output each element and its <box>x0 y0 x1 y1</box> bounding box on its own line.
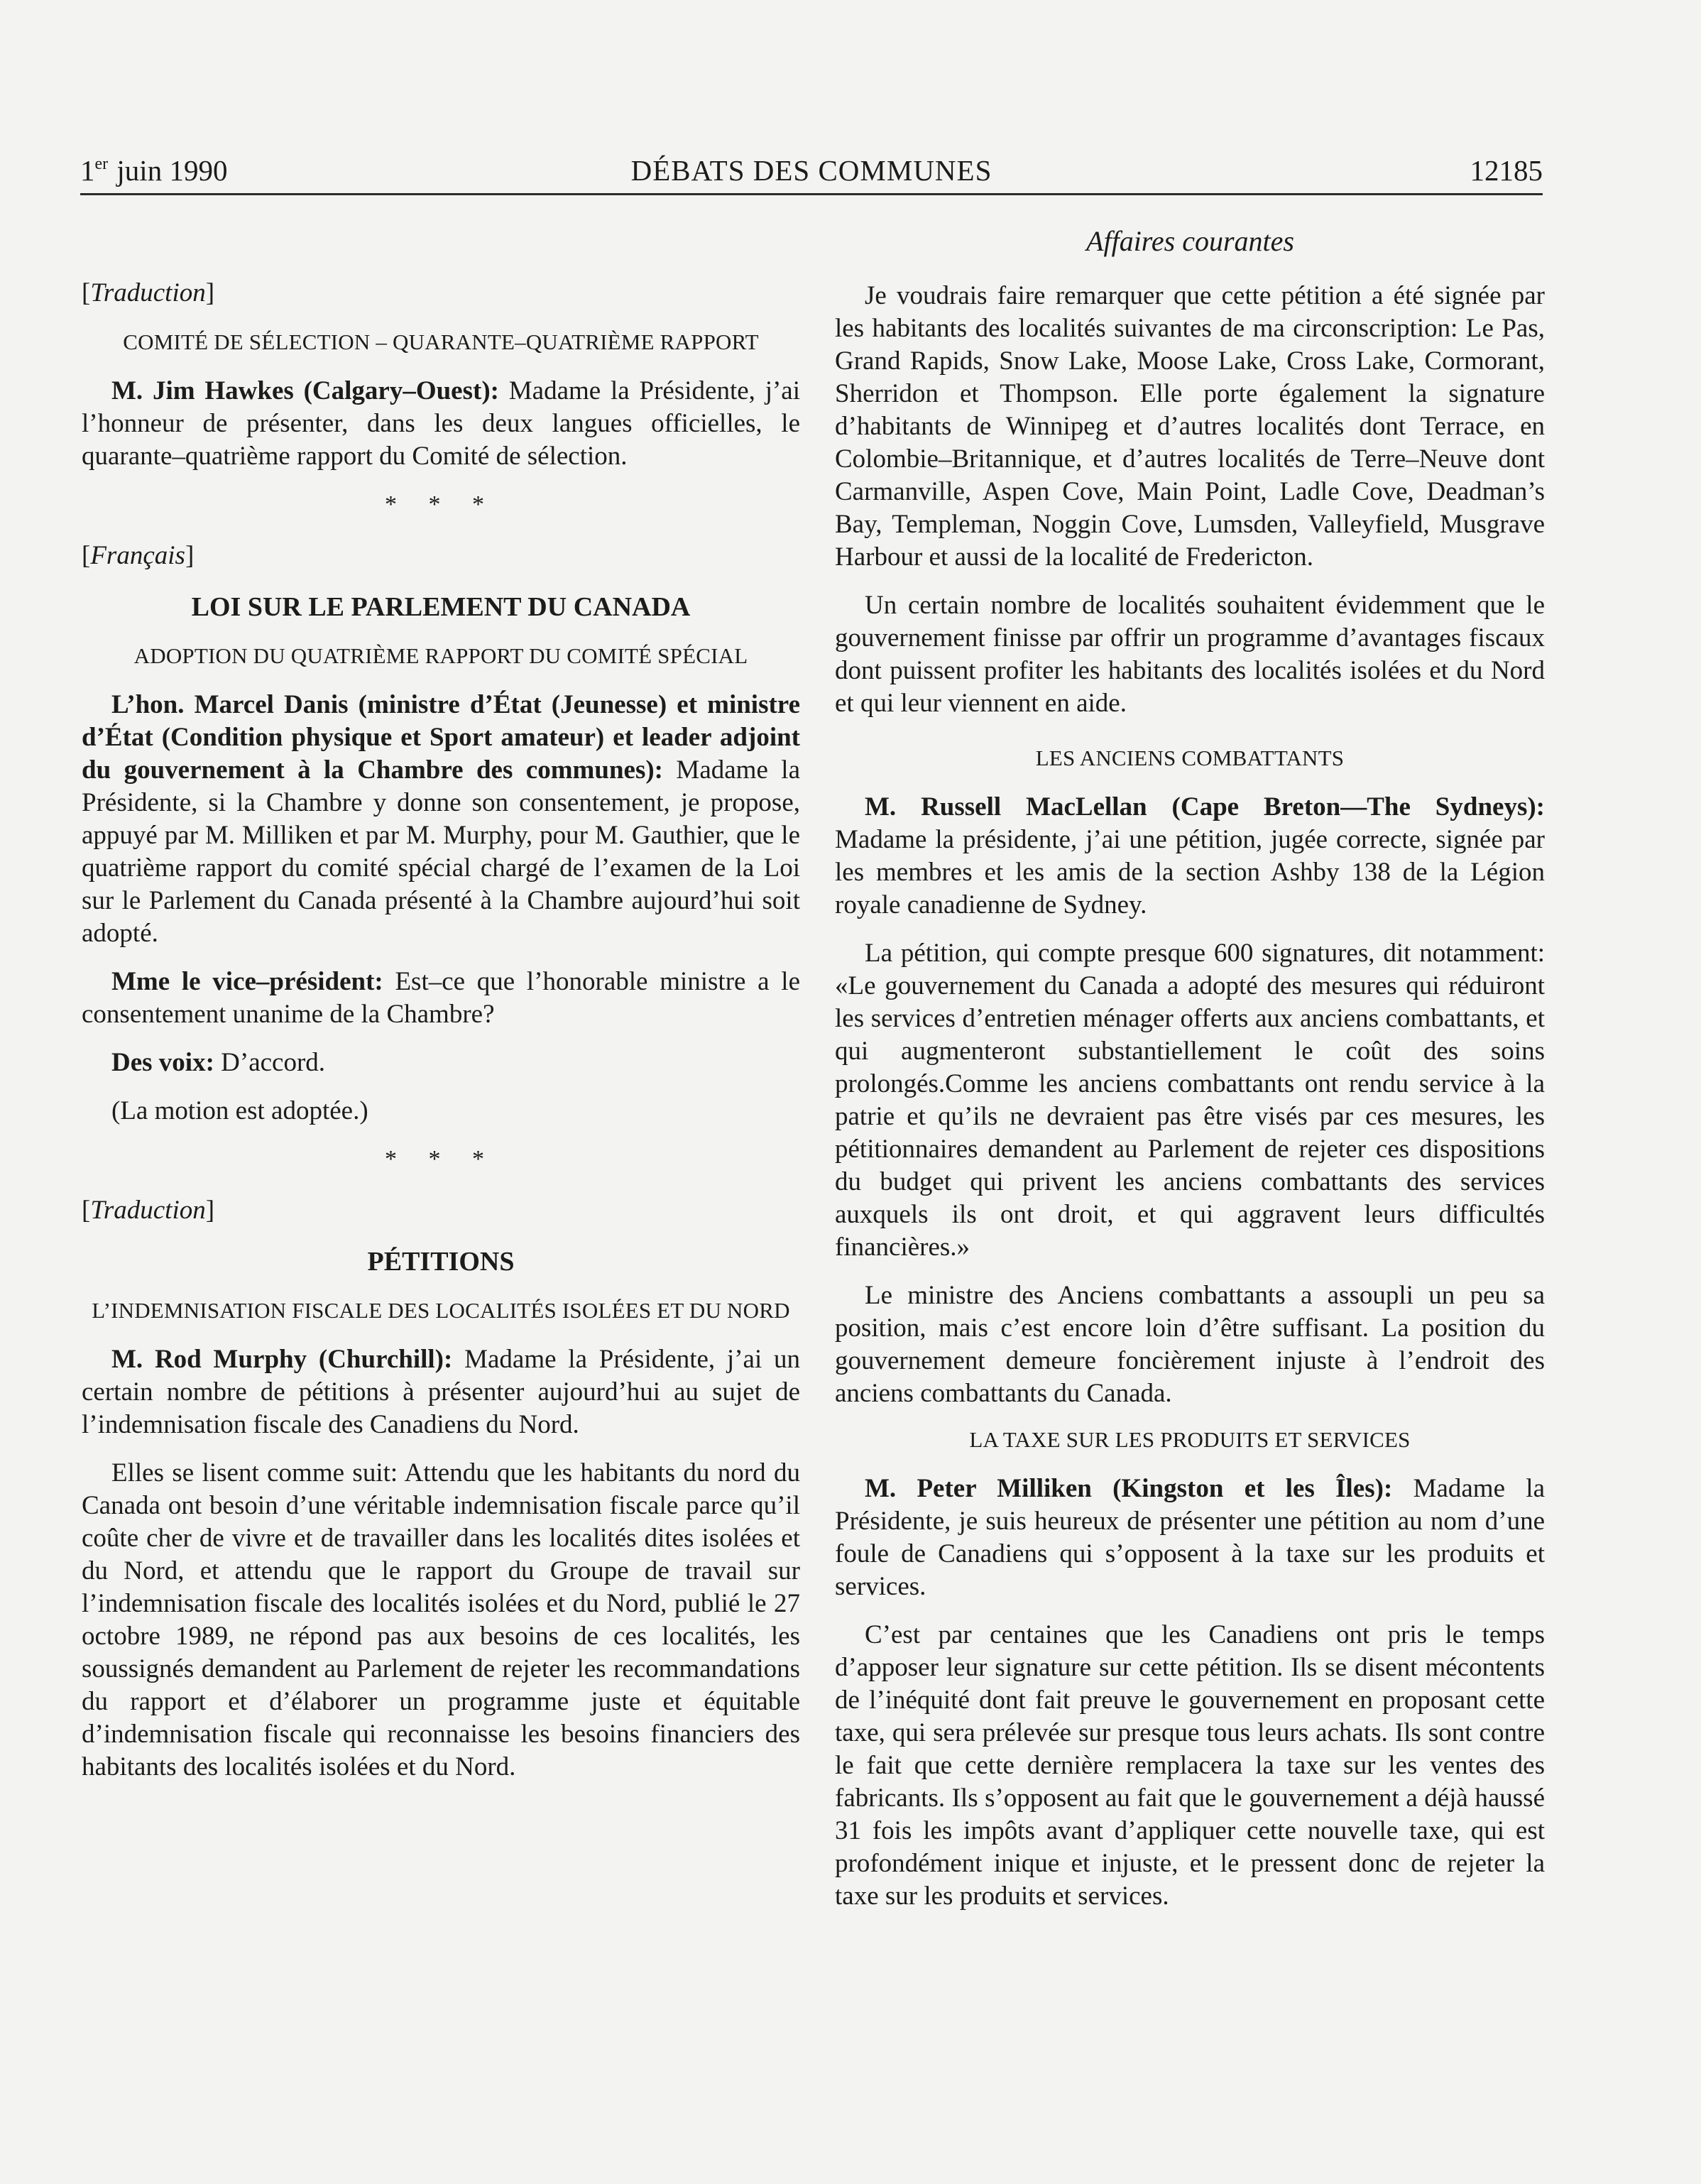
speaker-name: M. Jim Hawkes (Calgary–Ouest): <box>111 376 499 405</box>
petition-text: Elles se lisent comme suit: Attendu que les habitants du nord du Canada ont besoin d’une véritable indemnisation fiscale parce qu’il coûte cher de vivre et de travailler dans les localités dites isolées et du Nord, et attendu que le rapport du Groupe de travail sur l’indemnisation fiscale des localités isolées et du Nord, publié le 27 octobre 1989, ne répond pas aux besoins de ces localités, les soussignés demandent au Parlement de rejeter les recommandations du rapport et d’élaborer un programme juste et équitable d’indemnisation fiscale qui reconnaisse les besoins financiers des habitants des localités isolées et du Nord. <box>82 1458 800 1781</box>
speech-paragraph: C’est par centaines que les Canadiens ont pris le temps d’apposer leur signature sur cette pétition. Ils se disent mécontents de l’inéquité dont fait preuve le gouvernement en proposant cette taxe, qui sera prélevée sur presque tous leurs achats. Ils sont contre le fait que cette dernière remplacera la taxe sur les ventes des fabricants. Ils s’opposent au fait que le gouvernement a déjà haussé 31 fois les impôts avant d’appliquer cette nouvelle taxe, qui est profondément inique et injuste, et le pressent donc de rejeter la taxe sur les produits et services. <box>835 1620 1545 1911</box>
section-subheader: Affaires courantes <box>1086 225 1294 257</box>
rubric-heading: ADOPTION DU QUATRIÈME RAPPORT DU COMITÉ SPÉCIAL <box>133 643 748 668</box>
translation-label: [Traduction] <box>82 278 215 307</box>
section-title: PÉTITIONS <box>367 1247 515 1277</box>
header-title: DÉBATS DES COMMUNES <box>630 154 992 187</box>
speech-paragraph: M. Jim Hawkes (Calgary–Ouest): Madame la Présidente, j’ai l’honneur de présenter, dans les deux langues officielles, le quarante–quatrième rapport du Comité de sélection. <box>82 376 800 471</box>
speech-paragraph: M. Russell MacLellan (Cape Breton—The Sydneys): Madame la présidente, j’ai une pétition, jugée correcte, signée par les membres et les amis de la section Ashby 138 de la Légion royale canadienne de Sydney. <box>835 792 1545 919</box>
rubric-heading: LA TAXE SUR LES PRODUITS ET SERVICES <box>969 1427 1411 1452</box>
page-header <box>80 149 1543 195</box>
speech-paragraph: M. Rod Murphy (Churchill): Madame la Présidente, j’ai un certain nombre de pétitions à présenter aujourd’hui au sujet de l’indemnisation fiscale des Canadiens du Nord. <box>82 1345 801 1439</box>
speech-paragraph: Le ministre des Anciens combattants a assoupli un peu sa position, mais c’est encore loin d’être suffisant. La position du gouvernement demeure foncièrement injuste à l’endroit des anciens combattants du Canada. <box>835 1281 1545 1408</box>
petition-text: La pétition, qui compte presque 600 signatures, dit notamment: «Le gouvernement du Canada a adopté des mesures qui réduiront les services d’entretien ménager offerts aux anciens combattants, et qui augmenteront substantiellement le coût des soins prolongés.Comme les anciens combattants ont rendu service à la patrie et qu’ils ne devraient pas être visés par ces mesures, les pétitionnaires demandent au Parlement de rejeter ces dispositions du budget qui privent les anciens combattants des services auxquels ils ont droit, et qui aggravent leurs difficultés financières.» <box>835 939 1545 1262</box>
date-day: 1 <box>80 154 95 187</box>
date-rest: juin 1990 <box>109 154 228 187</box>
translation-label: [Traduction] <box>82 1196 215 1225</box>
speaker-name: M. Russell MacLellan (Cape Breton—The Sydneys): <box>865 792 1545 821</box>
speaker-name: Des voix: <box>111 1048 214 1077</box>
page-number: 12185 <box>1470 154 1543 187</box>
section-separator: * * * <box>385 491 497 518</box>
speaker-name: L’hon. Marcel Danis (ministre d’État (Jeunesse) et ministre d’État (Condition physique et Sport amateur) et leader adjoint du gouvernement à la Chambre des communes): <box>82 690 800 785</box>
speaker-name: Mme le vice–président: <box>111 967 383 996</box>
section-separator: * * * <box>385 1146 497 1172</box>
speech-paragraph: Des voix: D’accord. <box>111 1048 326 1077</box>
rubric-heading: COMITÉ DE SÉLECTION – QUARANTE–QUATRIÈME RAPPORT <box>123 329 759 354</box>
speech-paragraph: Je voudrais faire remarquer que cette pétition a été signée par les habitants des localités suivantes de ma circonscription: Le Pas, Grand Rapids, Snow Lake, Moose Lake, Cross Lake, Cormorant, Sherridon et Thompson. Elle porte également la signature d’habitants de Winnipeg et d’autres localités dont Terrace, en Colombie–Britannique, et d’autres localités de Terre–Neuve dont Carmanville, Aspen Cove, Main Point, Ladle Cove, Deadman’s Bay, Templeman, Noggin Cove, Lumsden, Valleyfield, Musgrave Harbour et aussi de la localité de Fredericton. <box>835 281 1545 572</box>
rubric-heading: L’INDEMNISATION FISCALE DES LOCALITÉS ISOLÉES ET DU NORD <box>92 1298 790 1323</box>
procedural-note: (La motion est adoptée.) <box>111 1096 368 1125</box>
speaker-name: M. Rod Murphy (Churchill): <box>111 1345 453 1374</box>
speech-paragraph: Un certain nombre de localités souhaitent évidemment que le gouvernement finisse par offrir un programme d’avantages fiscaux dont puissent profiter les habitants des localités isolées et du Nord et qui leur viennent en aide. <box>835 591 1545 718</box>
speech-paragraph: M. Peter Milliken (Kingston et les Îles): Madame la Présidente, je suis heureux de présenter une pétition au nom d’une foule de Canadiens qui s’opposent à la taxe sur les produits et services. <box>835 1474 1545 1601</box>
date-superscript: er <box>94 155 109 173</box>
speaker-name: M. Peter Milliken (Kingston et les Îles): <box>865 1474 1393 1503</box>
rubric-heading: LES ANCIENS COMBATTANTS <box>1035 746 1345 770</box>
language-label: [Français] <box>82 541 195 570</box>
right-column <box>835 280 1545 1928</box>
left-column <box>82 277 800 1799</box>
speech-paragraph: L’hon. Marcel Danis (ministre d’État (Jeunesse) et ministre d’État (Condition physique et Sport amateur) et leader adjoint du gouvernement à la Chambre des communes): Madame la Présidente, si la Chambre y donne son consentement, je propose, appuyé par M. Milliken et par M. Murphy, pour M. Gauthier, que le quatrième rapport du comité spécial chargé de l’examen de la Loi sur le Parlement du Canada présenté à la Chambre aujourd’hui soit adopté. <box>82 690 800 948</box>
section-title: LOI SUR LE PARLEMENT DU CANADA <box>191 592 691 622</box>
speech-paragraph: Mme le vice–président: Est–ce que l’honorable ministre a le consentement unanime de la Chambre? <box>82 967 800 1029</box>
